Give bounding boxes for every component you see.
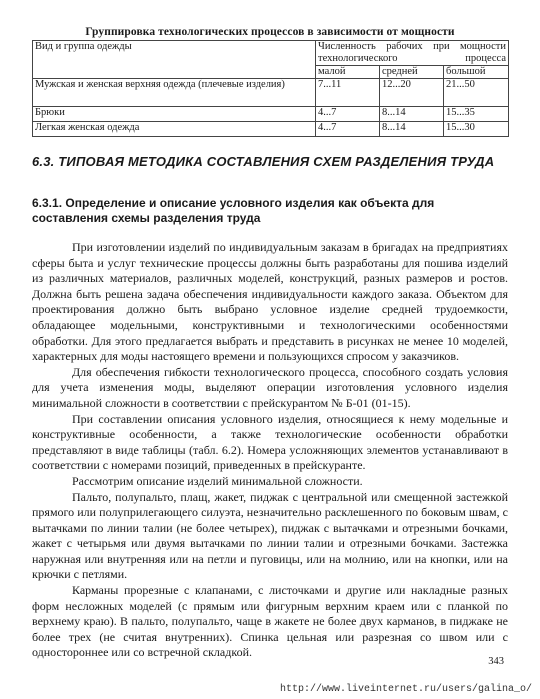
paragraph: Рассмотрим описание изделий минимальной сложности. xyxy=(72,473,363,488)
row-small: 4...7 xyxy=(316,122,380,137)
table-row xyxy=(33,107,509,122)
table-row xyxy=(33,122,509,137)
paragraph: Для обеспечения гибкости технологического процесса, способного создать условия для учета изменения моды, выделяют операции изготовления условного изделия минимальной сложности в соответствии с прейскурантом № Б-01 (01-15). xyxy=(32,364,508,410)
header-garment-type: Вид и группа одежды xyxy=(33,41,316,79)
grouping-table xyxy=(32,40,509,137)
row-small: 7...11 xyxy=(316,79,380,107)
row-medium: 12...20 xyxy=(380,79,444,107)
body-text xyxy=(32,240,508,661)
row-small: 4...7 xyxy=(316,107,380,122)
row-name: Брюки xyxy=(33,107,316,122)
paragraph: При составлении описания условного изделия, относящиеся к нему модельные и конструктивные особенности, а также технологические особенности обработки представляют в виде таблицы (табл. 6.2). Номера усложняющих элементов устанавливают в соответствии с номерами позиций, приведенных в прейскуранте. xyxy=(32,411,508,473)
paragraph: Пальто, полупальто, плащ, жакет, пиджак с центральной или смещенной застежкой прямого или полуприлегающего силуэта, незначительно расклешенного по боковым швам, с вытачками по линии талии (не более четырех), пиджак с вытачками и отрезными бочками, жакет с четырьмя или двумя вытачками по линии талии и отрезными бочками. Застежка наружная или внутренняя или на петли и пуговицы, или на молнию, или на кнопки, или на крючки с петлями. xyxy=(32,489,508,582)
table-caption: Группировка технологических процессов в зависимости от мощности xyxy=(85,26,455,38)
page-number: 343 xyxy=(488,656,504,667)
row-large: 15...35 xyxy=(444,107,509,122)
row-name: Легкая женская одежда xyxy=(33,122,316,137)
row-name: Мужская и женская верхняя одежда (плечевые изделия) xyxy=(33,79,316,107)
watermark-url[interactable]: http://www.liveinternet.ru/users/galina_o/ xyxy=(279,684,532,695)
subheader-large: большой xyxy=(444,66,509,79)
paragraph: При изготовлении изделий по индивидуальным заказам в бригадах на предприятиях сферы быта и услуг технические процессы должны быть разработаны для пошива изделий из различных материалов, различных моделей, конструкций, разных размеров и ростов. Должна быть решена задача обеспечения индивидуальности каждого заказа. Объектом для проектирования должно быть выбрано условное изделие средней трудоемкости, обладающее модельными, конструктивными и технологическими особенностями обработки. Для этого предлагается выбрать и представить в рисунках не менее 10 моделей, характерных для моды настоящего времени и пользующихся спросом у заказчиков. xyxy=(32,240,508,364)
table-row xyxy=(33,79,509,107)
subheader-small: малой xyxy=(316,66,380,79)
subheader-medium: средней xyxy=(380,66,444,79)
subsection-title: 6.3.1. Определение и описание условного изделия как объекта для составления схемы разделения труда xyxy=(32,196,435,225)
section-title: 6.3. ТИПОВАЯ МЕТОДИКА СОСТАВЛЕНИЯ СХЕМ РАЗДЕЛЕНИЯ ТРУДА xyxy=(32,154,495,169)
row-large: 15...30 xyxy=(444,122,509,137)
row-large: 21...50 xyxy=(444,79,509,107)
paragraph: Карманы прорезные с клапанами, с листочками и другие или накладные разных форм несложных моделей (с прямым или фигурным верхним краем или с планкой по верхнему краю). В пальто, полупальто, чаще в жакете не более двух карманов, в пиджаке не более трех (не считая внутренних). Спинка цельная или разрезная со швом или с одностороннее или со встречной складкой. xyxy=(32,583,508,660)
row-medium: 8...14 xyxy=(380,122,444,137)
row-medium: 8...14 xyxy=(380,107,444,122)
header-workers-power: Численность рабочих при мощности технологического процесса xyxy=(316,41,509,66)
